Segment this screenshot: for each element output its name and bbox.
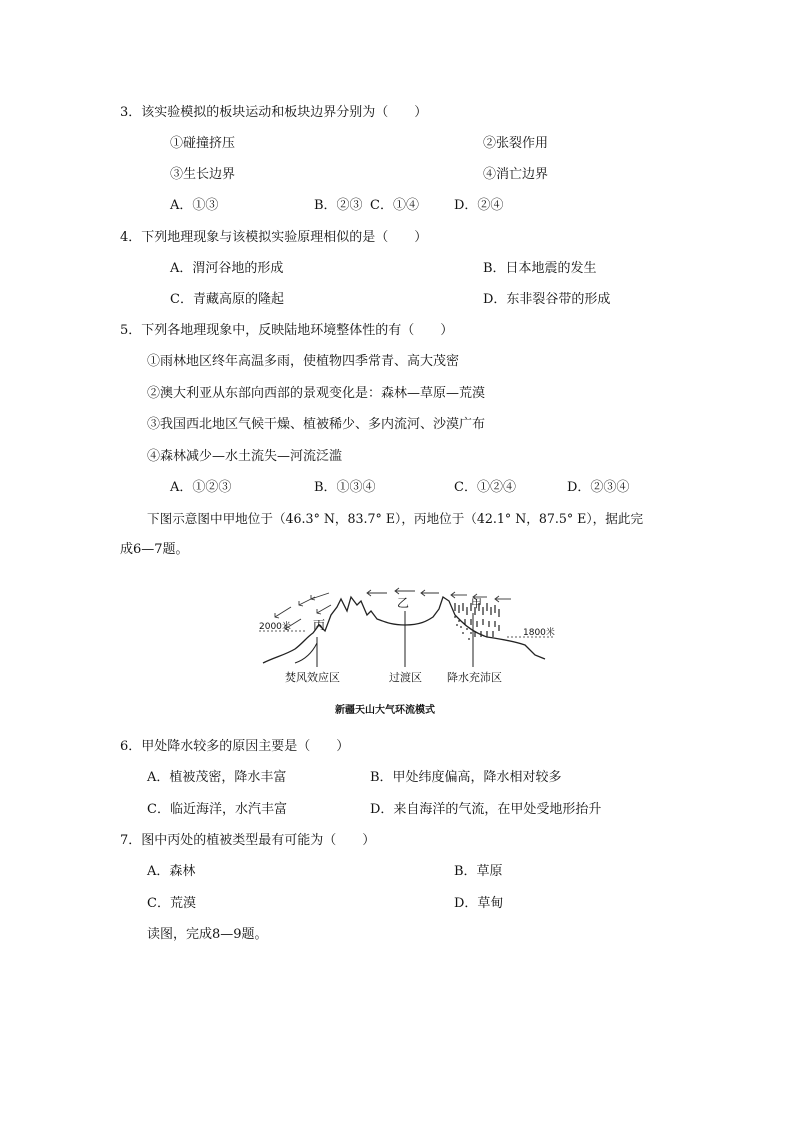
q5-option-a: A．①②③ [170,480,232,495]
q3-option-a: A．①③ [170,198,219,213]
q5-option-b: B．①③④ [314,480,376,495]
q3-option-b: B．②③ [314,198,363,213]
q7-option-d: D．草甸 [454,896,504,911]
q4-option-c: C．青藏高原的隆起 [170,292,284,307]
label-jia: 甲 [471,597,482,610]
q3-option-d: D．②④ [454,198,504,213]
q5-item-1: ①雨林地区终年高温多雨，使植物四季常青、高大茂密 [147,354,460,369]
q4-option-d: D．东非裂谷带的形成 [483,292,611,307]
tianshan-diagram [255,585,555,725]
q3-option-c: C．①④ [370,198,419,213]
q6-option-d: D．来自海洋的气流，在甲处受地形抬升 [370,802,602,817]
q6-option-b: B．甲处纬度偏高，降水相对较多 [370,770,562,785]
wind-arrows-top [367,588,511,602]
intro-6-7-line1: 下图示意图中甲地位于（46.3° N，83.7° E），丙地位于（42.1° N，87.5° E），据此完 [147,511,644,526]
intro-8-9: 读图，完成8—9题。 [147,927,268,942]
tianshan-circulation-figure [255,585,555,725]
q3-stem: 3．该实验模拟的板块运动和板块边界分别为（ ） [120,105,428,120]
q7-option-b: B．草原 [454,864,503,879]
q3-item-3: ③生长边界 [170,167,236,182]
zone-label-transition: 过渡区 [389,671,422,684]
figure-caption: 新疆天山大气环流模式 [335,705,435,716]
q3-item-4: ④消亡边界 [483,167,549,182]
site-markers [317,611,473,667]
alt-label-left: 2000米 [259,622,291,632]
q7-option-c: C．荒漠 [147,896,196,911]
q7-option-a: A．森林 [147,864,196,879]
q4-stem: 4．下列地理现象与该模拟实验原理相似的是（ ） [120,230,428,245]
q5-item-4: ④森林减少—水土流失—河流泛滥 [147,449,343,464]
q7-stem: 7．图中丙处的植被类型最有可能为（ ） [120,833,376,848]
q4-option-a: A．渭河谷地的形成 [170,261,284,276]
q6-option-a: A．植被茂密，降水丰富 [147,770,287,785]
zone-label-rainfall: 降水充沛区 [447,671,502,684]
alt-label-right: 1800米 [523,628,555,638]
q5-option-c: C．①②④ [454,480,516,495]
intro-6-7-line2: 成6—7题。 [120,542,189,557]
q6-stem: 6．甲处降水较多的原因主要是（ ） [120,739,350,754]
q3-item-1: ①碰撞挤压 [170,136,236,151]
q3-item-2: ②张裂作用 [483,136,549,151]
label-bing: 丙 [313,618,326,632]
q5-option-d: D．②③④ [567,480,630,495]
q6-option-c: C．临近海洋，水汽丰富 [147,802,287,817]
q5-stem: 5．下列各地理现象中，反映陆地环境整体性的有（ ） [120,323,454,338]
q5-item-3: ③我国西北地区气候干燥、植被稀少、多内流河、沙漠广布 [147,417,486,432]
label-yi: 乙 [397,596,410,610]
q5-item-2: ②澳大利亚从东部向西部的景观变化是：森林—草原—荒漠 [147,386,486,401]
zone-label-foehn: 焚风效应区 [285,671,340,684]
q4-option-b: B．日本地震的发生 [483,261,597,276]
